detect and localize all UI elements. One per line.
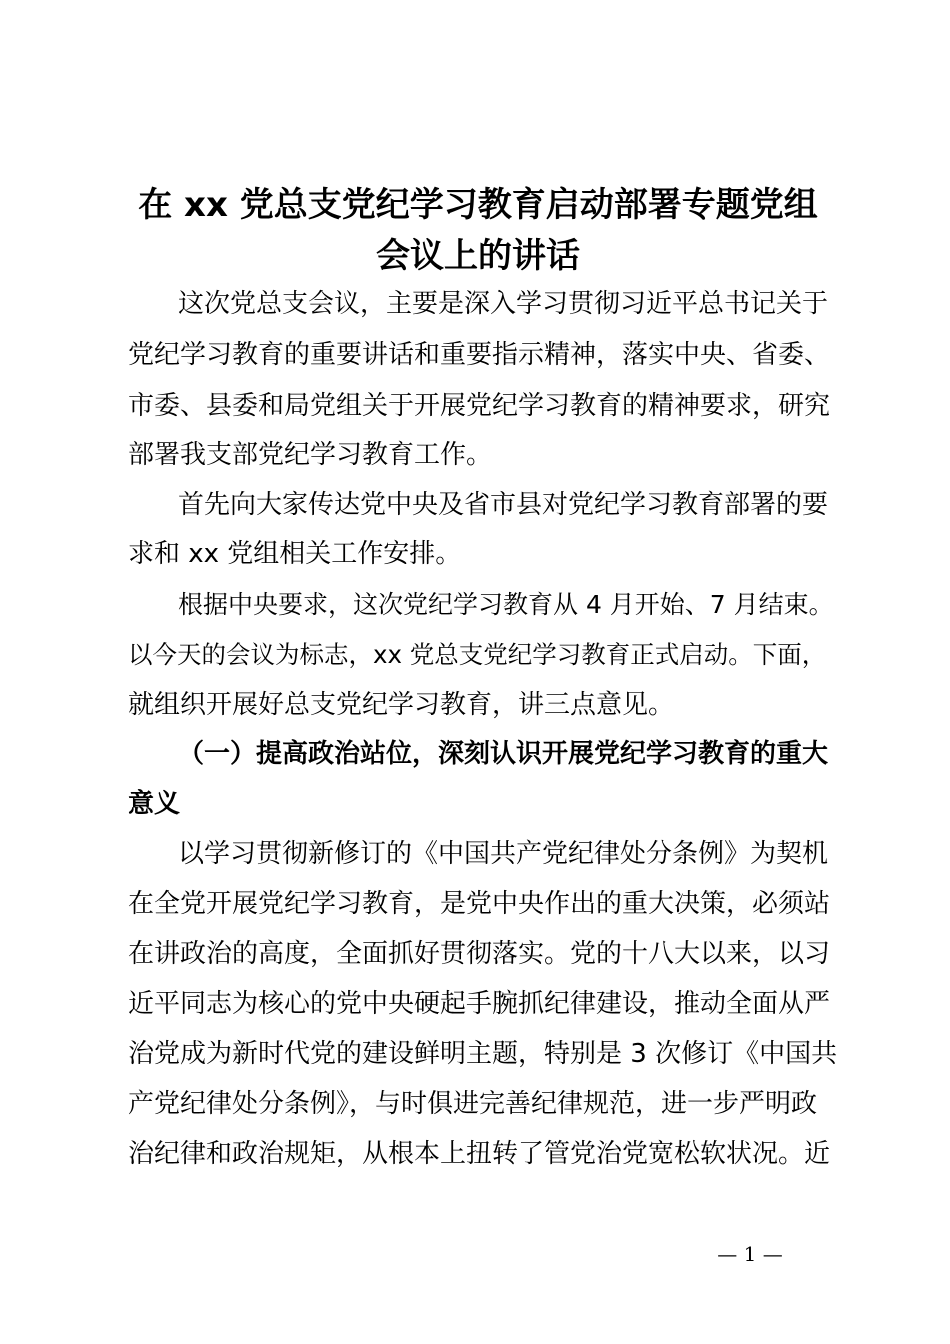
paragraph-3-line-2: 以今天的会议为标志，xx 党总支党纪学习教育正式启动。下面， <box>128 640 827 669</box>
paragraph-5-line-2: 在全党开展党纪学习教育，是党中央作出的重大决策，必须站 <box>128 889 831 919</box>
paragraph-5-line-5: 治党成为新时代党的建设鲜明主题，特别是 3 次修订《中国共 <box>128 1039 838 1069</box>
section-heading-line-1: （一）提高政治站位，深刻认识开展党纪学习教育的重大 <box>178 739 829 769</box>
paragraph-5-line-6: 产党纪律处分条例》，与时俱进完善纪律规范，进一步严明政 <box>128 1089 818 1119</box>
paragraph-1-line-4: 部署我支部党纪学习教育工作。 <box>128 440 493 470</box>
paragraph-5-line-4: 近平同志为核心的党中央硬起手腕抓纪律建设，推动全面从严 <box>128 989 831 1019</box>
paragraph-5-line-7: 治纪律和政治规矩，从根本上扭转了管党治党宽松软状况。近 <box>128 1139 831 1169</box>
paragraph-2-line-1: 首先向大家传达党中央及省市县对党纪学习教育部署的要 <box>178 490 829 520</box>
document-title-line-2: 会议上的讲话 <box>376 236 580 276</box>
section-heading-line-2: 意义 <box>128 789 181 819</box>
paragraph-5-line-1: 以学习贯彻新修订的《中国共产党纪律处分条例》为契机 <box>178 839 829 869</box>
paragraph-3-line-1: 根据中央要求，这次党纪学习教育从 4 月开始、7 月结束。 <box>178 590 834 619</box>
paragraph-3-line-3: 就组织开展好总支党纪学习教育，讲三点意见。 <box>128 690 675 720</box>
paragraph-2-line-2: 求和 xx 党组相关工作安排。 <box>128 539 462 569</box>
paragraph-1-line-1: 这次党总支会议，主要是深入学习贯彻习近平总书记关于 <box>178 289 829 319</box>
page-number: — 1 — <box>717 1242 783 1266</box>
document-title-line-1: 在 xx 党总支党纪学习教育启动部署专题党组 <box>138 185 818 225</box>
paragraph-5-line-3: 在讲政治的高度，全面抓好贯彻落实。党的十八大以来，以习 <box>128 939 831 969</box>
paragraph-1-line-2: 党纪学习教育的重要讲话和重要指示精神，落实中央、省委、 <box>128 340 831 370</box>
paragraph-1-line-3: 市委、县委和局党组关于开展党纪学习教育的精神要求，研究 <box>128 391 831 421</box>
